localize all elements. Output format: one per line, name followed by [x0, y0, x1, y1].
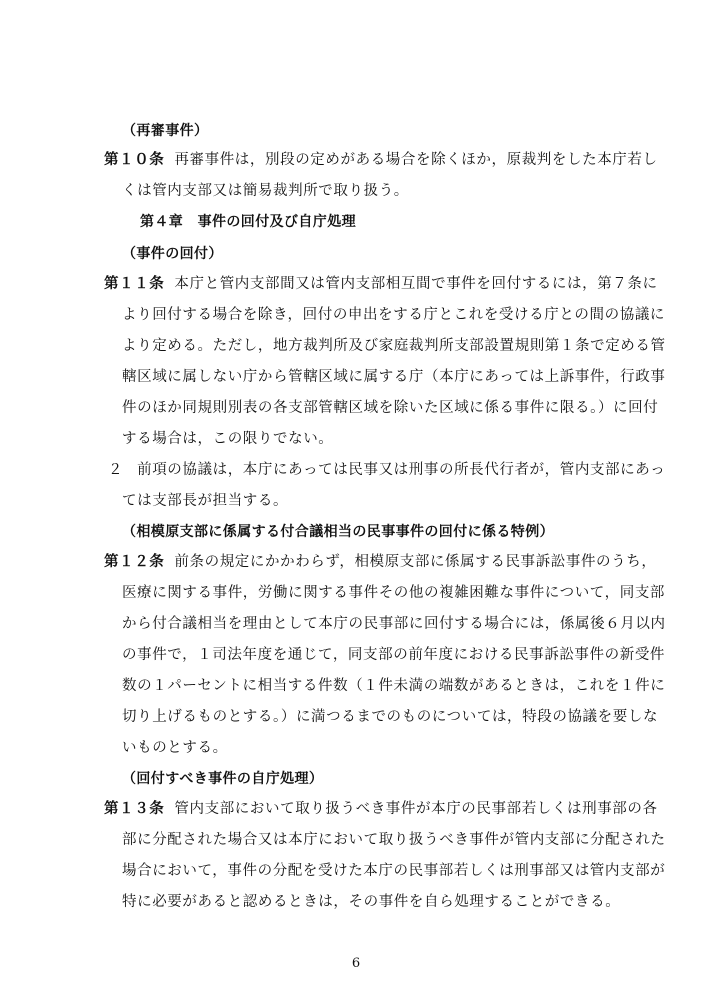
article-13-line-4: 特に必要があると認めるときは，その事件を自ら処理することができる。 [122, 894, 621, 910]
article-11-line-1 [104, 274, 658, 294]
article-10-number: 第１０条 [104, 152, 165, 168]
article-12-line-3: から付合議相当を理由として本庁の民事部に回付する場合には，係属後６月以内 [122, 616, 666, 632]
article-13-number: 第１３条 [104, 801, 165, 817]
article-11-line-2: より回付する場合を除き，回付の申出をする庁とこれを受ける庁との間の協議に [122, 307, 666, 323]
chapter-4-title: 第４章 事件の回付及び自庁処理 [140, 214, 356, 230]
article-11-line-6: する場合は，この限りでない。 [122, 431, 334, 447]
article-11-line-4: 轄区域に属しない庁から管轄区域に属する庁（本庁にあっては上訴事件，行政事 [122, 369, 666, 385]
article-10-line-1 [104, 150, 658, 170]
article-12-line-7: いものとする。 [122, 740, 228, 756]
article-12-line-2: 医療に関する事件，労働に関する事件その他の複雑困難な事件について，同支部 [122, 585, 666, 601]
article-12-number: 第１２条 [104, 554, 165, 570]
article-12-line-1 [104, 552, 656, 572]
article-11-heading: （事件の回付） [122, 246, 223, 262]
article-10-line-2: くは管内支部又は簡易裁判所で取り扱う。 [122, 183, 409, 199]
article-12-line-6: 切り上げるものとする。）に満つるまでのものについては，特段の協議を要しな [122, 709, 659, 725]
article-12-line-4: の事件で，１司法年度を通じて，同支部の前年度における民事訴訟事件の新受件 [122, 647, 666, 663]
article-11-paragraph-2-line-1 [108, 460, 665, 480]
article-11-line-5: 件のほか同規則別表の各支部管轄区域を除いた区域に係る事件に限る。）に回付 [122, 400, 659, 416]
article-12-text-1: 前条の規定にかかわらず，相模原支部に係属する民事訴訟事件のうち， [174, 554, 657, 570]
article-11-number: 第１１条 [104, 276, 165, 292]
article-12-heading: （相模原支部に係属する付合議相当の民事事件の回付に係る特例） [122, 524, 554, 540]
article-13-line-3: 場合において，事件の分配を受けた本庁の民事部若しくは刑事部又は管内支部が [122, 863, 666, 879]
article-11-paragraph-2-text-1: 前項の協議は，本庁にあっては民事又は刑事の所長代行者が，管内支部にあっ [137, 462, 666, 478]
page-number: 6 [351, 956, 361, 971]
article-13-text-1: 管内支部において取り扱うべき事件が本庁の民事部若しくは刑事部の各 [174, 801, 658, 817]
article-11-paragraph-2-line-2: ては支部長が担当する。 [122, 493, 289, 509]
article-13-line-1 [104, 799, 658, 819]
article-13-heading: （回付すべき事件の自庁処理） [122, 771, 324, 787]
article-10-text-1: 再審事件は，別段の定めがある場合を除くほか，原裁判をした本庁若し [174, 152, 658, 168]
article-11-paragraph-2-number: ２ [108, 462, 124, 478]
article-13-line-2: 部に分配された場合又は本庁において取り扱うべき事件が管内支部に分配された [122, 832, 666, 848]
article-10-heading: （再審事件） [122, 123, 209, 139]
article-12-line-5: 数の１パーセントに相当する件数（１件未満の端数があるときは，これを１件に [122, 678, 666, 694]
article-11-text-1: 本庁と管内支部間又は管内支部相互間で事件を回付するには，第７条に [174, 276, 658, 292]
article-11-line-3: より定める。ただし，地方裁判所及び家庭裁判所支部設置規則第１条で定める管 [122, 338, 666, 354]
